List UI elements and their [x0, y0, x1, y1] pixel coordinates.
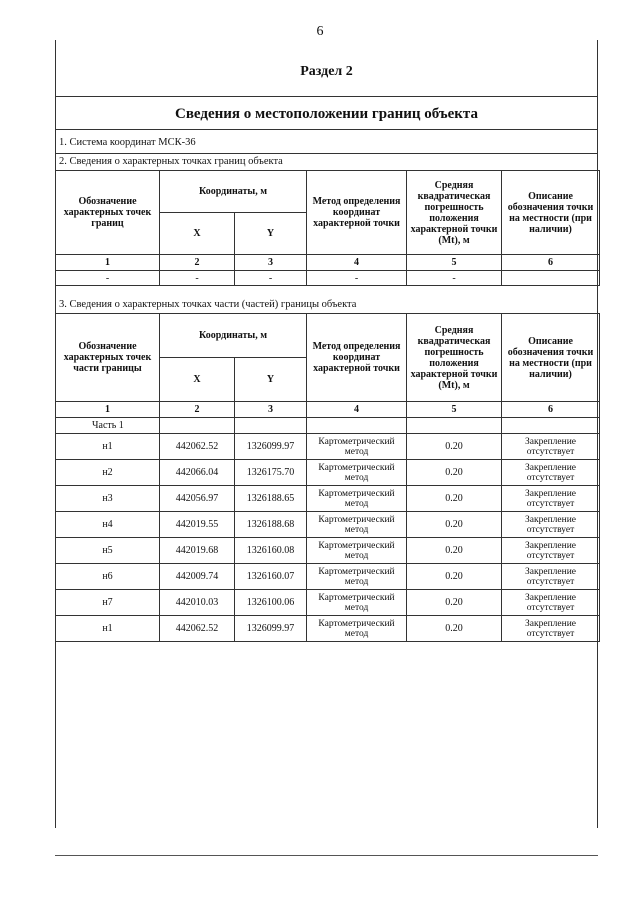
col-number: 3 [235, 255, 307, 271]
header-x: X [160, 213, 235, 255]
coord-x-cell: 442062.52 [160, 434, 235, 460]
divider [55, 153, 598, 154]
description-cell: Закрепление отсутствует [502, 564, 600, 590]
point-name-cell: н3 [56, 486, 160, 512]
method-cell: Картометрический метод [307, 590, 407, 616]
method-cell: Картометрический метод [307, 538, 407, 564]
table-row [56, 512, 600, 538]
table-row [56, 538, 600, 564]
coord-x-cell: 442009.74 [160, 564, 235, 590]
coord-y-cell: 1326188.65 [235, 486, 307, 512]
table-row [56, 590, 600, 616]
error-cell: 0.20 [407, 486, 502, 512]
point-name-cell: н4 [56, 512, 160, 538]
error-cell: 0.20 [407, 538, 502, 564]
header-method: Метод определения координат характерной точки [307, 314, 407, 402]
description-cell: Закрепление отсутствует [502, 512, 600, 538]
error-cell: 0.20 [407, 590, 502, 616]
table-cell: - [160, 271, 235, 286]
error-cell: 0.20 [407, 564, 502, 590]
coord-y-cell: 1326100.06 [235, 590, 307, 616]
col-number: 3 [235, 402, 307, 418]
header-y: Y [235, 358, 307, 402]
method-cell: Картометрический метод [307, 486, 407, 512]
description-cell: Закрепление отсутствует [502, 486, 600, 512]
coord-x-cell: 442010.03 [160, 590, 235, 616]
col-number: 5 [407, 402, 502, 418]
method-cell: Картометрический метод [307, 564, 407, 590]
coord-x-cell: 442019.55 [160, 512, 235, 538]
point-name-cell: н1 [56, 434, 160, 460]
col-number: 4 [307, 255, 407, 271]
method-cell: Картометрический метод [307, 460, 407, 486]
footer-divider [55, 855, 598, 856]
page-number: 6 [316, 24, 324, 39]
header-coordinates: Координаты, м [160, 314, 307, 358]
point-name-cell: н6 [56, 564, 160, 590]
col-number: 4 [307, 402, 407, 418]
method-cell: Картометрический метод [307, 616, 407, 642]
col-number: 6 [502, 255, 600, 271]
header-description: Описание обозначения точки на местности (при наличии) [502, 314, 600, 402]
table2-caption: 3. Сведения о характерных точках части (частей) границы объекта [59, 299, 357, 310]
divider [55, 129, 598, 130]
description-cell: Закрепление отсутствует [502, 616, 600, 642]
divider [55, 96, 598, 97]
point-name-cell: н5 [56, 538, 160, 564]
col-number: 2 [160, 402, 235, 418]
header-coordinates: Координаты, м [160, 171, 307, 213]
table-cell: - [407, 271, 502, 286]
part-label: Часть 1 [56, 418, 160, 434]
table-cell: - [307, 271, 407, 286]
coord-x-cell: 442019.68 [160, 538, 235, 564]
method-cell: Картометрический метод [307, 512, 407, 538]
point-name-cell: н1 [56, 616, 160, 642]
description-cell: Закрепление отсутствует [502, 460, 600, 486]
table-row [56, 460, 600, 486]
header-y: Y [235, 213, 307, 255]
coord-system-line: 1. Система координат МСК-36 [59, 137, 196, 148]
coord-y-cell: 1326099.97 [235, 434, 307, 460]
col-number: 6 [502, 402, 600, 418]
table-cell: - [56, 271, 160, 286]
point-name-cell: н7 [56, 590, 160, 616]
table-row [56, 564, 600, 590]
error-cell: 0.20 [407, 460, 502, 486]
header-error: Средняя квадратическая погрешность положения характерной точки (Mt), м [407, 171, 502, 255]
error-cell: 0.20 [407, 616, 502, 642]
header-point-designation: Обозначение характерных точек границ [56, 171, 160, 255]
table-row [56, 616, 600, 642]
table-row [56, 434, 600, 460]
coord-y-cell: 1326160.07 [235, 564, 307, 590]
header-method: Метод определения координат характерной точки [307, 171, 407, 255]
part-boundary-points-table [55, 313, 600, 642]
coord-x-cell: 442062.52 [160, 616, 235, 642]
col-number: 1 [56, 402, 160, 418]
col-number: 2 [160, 255, 235, 271]
header-description: Описание обозначения точки на местности (при наличии) [502, 171, 600, 255]
error-cell: 0.20 [407, 512, 502, 538]
section-title: Раздел 2 [300, 64, 353, 79]
boundary-points-table [55, 170, 600, 286]
doc-title: Сведения о местоположении границ объекта [175, 106, 478, 122]
description-cell: Закрепление отсутствует [502, 538, 600, 564]
table-cell: - [235, 271, 307, 286]
coord-y-cell: 1326160.08 [235, 538, 307, 564]
coord-y-cell: 1326099.97 [235, 616, 307, 642]
coord-y-cell: 1326175.70 [235, 460, 307, 486]
col-number: 5 [407, 255, 502, 271]
point-name-cell: н2 [56, 460, 160, 486]
table1-caption: 2. Сведения о характерных точках границ объекта [59, 156, 283, 167]
col-number: 1 [56, 255, 160, 271]
table-cell [502, 271, 600, 286]
header-point-designation: Обозначение характерных точек части границы [56, 314, 160, 402]
description-cell: Закрепление отсутствует [502, 590, 600, 616]
coord-y-cell: 1326188.68 [235, 512, 307, 538]
method-cell: Картометрический метод [307, 434, 407, 460]
coord-x-cell: 442056.97 [160, 486, 235, 512]
description-cell: Закрепление отсутствует [502, 434, 600, 460]
coord-x-cell: 442066.04 [160, 460, 235, 486]
table-row [56, 486, 600, 512]
header-x: X [160, 358, 235, 402]
header-error: Средняя квадратическая погрешность положения характерной точки (Mt), м [407, 314, 502, 402]
error-cell: 0.20 [407, 434, 502, 460]
